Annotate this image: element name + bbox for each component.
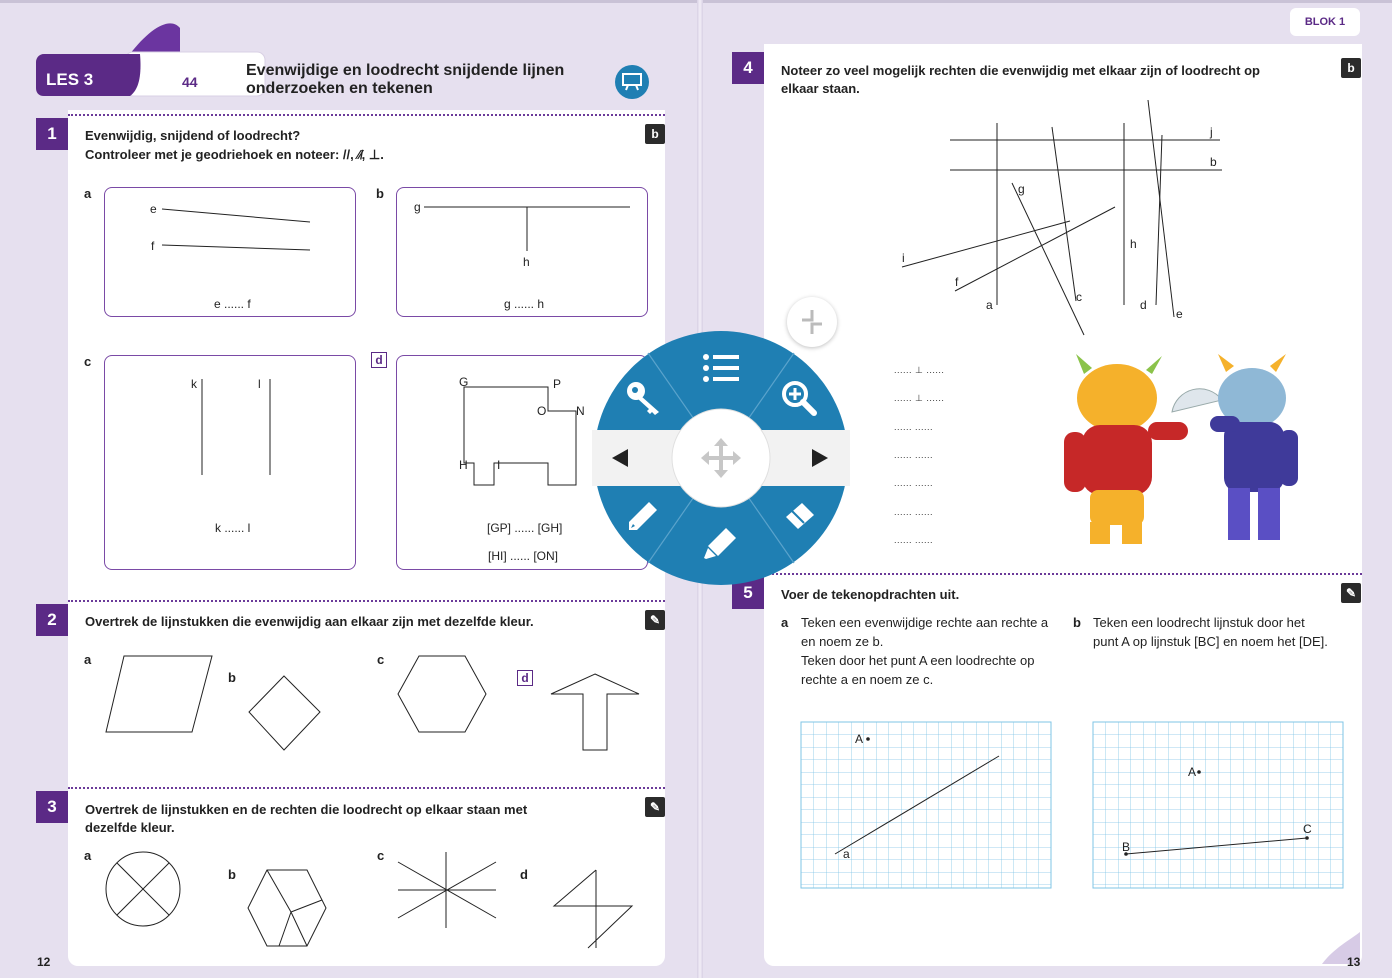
sub-label: b <box>1073 615 1081 630</box>
book-icon[interactable]: b <box>645 124 665 144</box>
move-handle[interactable] <box>696 433 746 483</box>
line-label: j <box>1210 125 1213 139</box>
line-label: g <box>1018 182 1025 196</box>
grid-b[interactable] <box>1093 722 1343 888</box>
sub-label: a <box>84 652 92 667</box>
task-title-line2: Controleer met je geodriehoek en noteer: //, ∕∕̸, ⊥. <box>85 147 384 162</box>
les-number: 44 <box>182 74 198 90</box>
shape-circle-cross <box>104 850 182 928</box>
task-title: Overtrek de lijnstukken die evenwijdig aan elkaar zijn met dezelfde kleur. <box>85 614 534 629</box>
sub-label: b <box>228 867 236 882</box>
divider <box>68 114 665 116</box>
task-title-line2: dezelfde kleur. <box>85 820 175 835</box>
task-title: Evenwijdig, snijdend of loodrecht? <box>85 128 301 143</box>
monsters-illustration <box>1062 350 1312 550</box>
point-label: G <box>459 375 469 389</box>
answer-slot[interactable]: ...... ...... <box>894 478 934 488</box>
line-label: a <box>843 847 850 861</box>
shape-hexagon-split <box>246 868 328 948</box>
pencil-task-icon[interactable]: ✎ <box>1341 583 1361 603</box>
point-label: P <box>553 377 562 391</box>
arrow-right-icon <box>810 448 830 468</box>
divider <box>764 573 1362 575</box>
sub-label: d <box>520 867 528 882</box>
sub-label: b <box>376 186 384 201</box>
line-label: b <box>1210 155 1217 169</box>
answer-slot[interactable]: ...... ⊥ ...... <box>894 393 945 403</box>
sub-label: a <box>781 615 789 630</box>
line-label: h <box>523 255 530 269</box>
answer-slot[interactable]: ...... ...... <box>894 450 934 460</box>
sub-label: b <box>228 670 236 685</box>
grid-a[interactable] <box>801 722 1051 888</box>
answer-slot[interactable]: ...... ...... <box>894 422 934 432</box>
list-icon <box>702 352 740 384</box>
line-label: e <box>1176 307 1183 321</box>
presentation-button[interactable] <box>615 65 649 99</box>
point-label: I <box>497 458 501 472</box>
task-title-line2: elkaar staan. <box>781 81 860 96</box>
blok-label: BLOK 1 <box>1304 16 1346 28</box>
point-label: O <box>537 404 547 418</box>
shape-rhombus <box>247 674 323 752</box>
task-number: 1 <box>36 118 68 150</box>
divider <box>68 787 665 789</box>
presentation-icon <box>622 73 642 91</box>
line-label: d <box>1140 298 1147 312</box>
key-button[interactable] <box>620 375 666 421</box>
answer-slot[interactable]: ...... ⊥ ...... <box>894 365 945 375</box>
eraser-button[interactable] <box>776 493 822 539</box>
point-label: H <box>459 458 468 472</box>
point-label: A <box>855 732 864 746</box>
answer-slot[interactable]: [HI] ...... [ON] <box>488 549 559 563</box>
instruction-line: en noem ze b. <box>801 634 884 649</box>
shape-zigzag <box>552 868 634 950</box>
instruction-line: Teken door het punt A een loodrechte op <box>801 653 1035 668</box>
highlighter-icon <box>702 526 738 560</box>
shape-star-lines <box>396 850 498 930</box>
answer-slot[interactable]: ...... ...... <box>894 507 934 517</box>
line-label: a <box>986 298 993 312</box>
pencil-icon <box>627 500 659 532</box>
sub-label: c <box>84 354 92 369</box>
page-number-right: 13 <box>1347 955 1361 969</box>
line-label: e <box>150 202 157 216</box>
move-icon <box>701 438 741 478</box>
line-label: l <box>258 377 261 391</box>
line-label: k <box>191 377 197 391</box>
line-label: f <box>151 239 155 253</box>
line-label: i <box>902 251 905 265</box>
sub-label: c <box>377 848 385 863</box>
line-label: g <box>414 200 421 214</box>
instruction-line: Teken een evenwijdige rechte aan rechte a <box>801 615 1049 630</box>
answer-slot[interactable]: [GP] ...... [GH] <box>487 521 563 535</box>
answer-slot[interactable]: k ...... l <box>215 521 251 535</box>
task-title: Overtrek de lijnstukken en de rechten die loodrecht op elkaar staan met <box>85 802 528 817</box>
instruction-line: punt A op lijnstuk [BC] en noem het [DE]. <box>1093 634 1328 649</box>
pencil-task-icon[interactable]: ✎ <box>645 797 665 817</box>
page-number-left: 12 <box>37 955 51 969</box>
zoom-in-icon <box>781 380 817 416</box>
point-label: A <box>1188 765 1197 779</box>
task-title: Voer de tekenopdrachten uit. <box>781 587 960 602</box>
sub-label-boxed: d <box>371 352 387 368</box>
shape-hexagon <box>396 654 488 734</box>
task-title: Noteer zo veel mogelijk rechten die evenwijdig met elkaar zijn of loodrecht op <box>781 63 1260 78</box>
highlighter-button[interactable] <box>697 520 743 566</box>
sub-label: a <box>84 186 92 201</box>
point-label: C <box>1303 822 1312 836</box>
les-label: LES 3 <box>46 70 94 89</box>
sub-label: a <box>84 848 92 863</box>
lesson-title-line2: onderzoeken en tekenen <box>246 80 433 97</box>
line-label: c <box>1076 290 1082 304</box>
key-icon <box>625 380 661 416</box>
top-border <box>0 0 1392 3</box>
task-number: 4 <box>732 52 764 84</box>
point-label: N <box>576 404 585 418</box>
divider <box>68 600 665 602</box>
pencil-button[interactable] <box>620 493 666 539</box>
book-icon[interactable]: b <box>1341 58 1361 78</box>
task-number: 5 <box>732 577 764 609</box>
line-label: h <box>1130 237 1137 251</box>
answer-slot[interactable]: e ...... f <box>214 297 251 311</box>
eraser-icon <box>782 501 816 531</box>
sub-label-boxed: d <box>517 670 533 686</box>
point-label: B <box>1122 840 1131 854</box>
line-label: f <box>955 275 959 289</box>
blok-tab <box>1290 8 1360 36</box>
zoom-in-button[interactable] <box>776 375 822 421</box>
shape-parallelogram <box>104 654 214 734</box>
lines-diagram <box>880 95 1240 335</box>
menu-list-button[interactable] <box>698 345 744 391</box>
les-ribbon <box>30 18 240 108</box>
lines-kl <box>104 355 356 570</box>
pencil-task-icon[interactable]: ✎ <box>645 610 665 630</box>
task-number: 3 <box>36 791 68 823</box>
instruction-line: rechte a en noem ze c. <box>801 672 934 687</box>
task-number: 2 <box>36 604 68 636</box>
instruction-line: Teken een loodrecht lijnstuk door het <box>1093 615 1305 630</box>
answer-slot[interactable]: g ...... h <box>504 297 545 311</box>
sub-label: c <box>377 652 385 667</box>
prev-button[interactable] <box>602 440 638 476</box>
next-button[interactable] <box>802 440 838 476</box>
lesson-title-line1: Evenwijdige en loodrecht snijdende lijnen <box>246 62 565 79</box>
arrow-left-icon <box>610 448 630 468</box>
shape-arrow <box>549 672 643 752</box>
answer-slot[interactable]: ...... ...... <box>894 535 934 545</box>
